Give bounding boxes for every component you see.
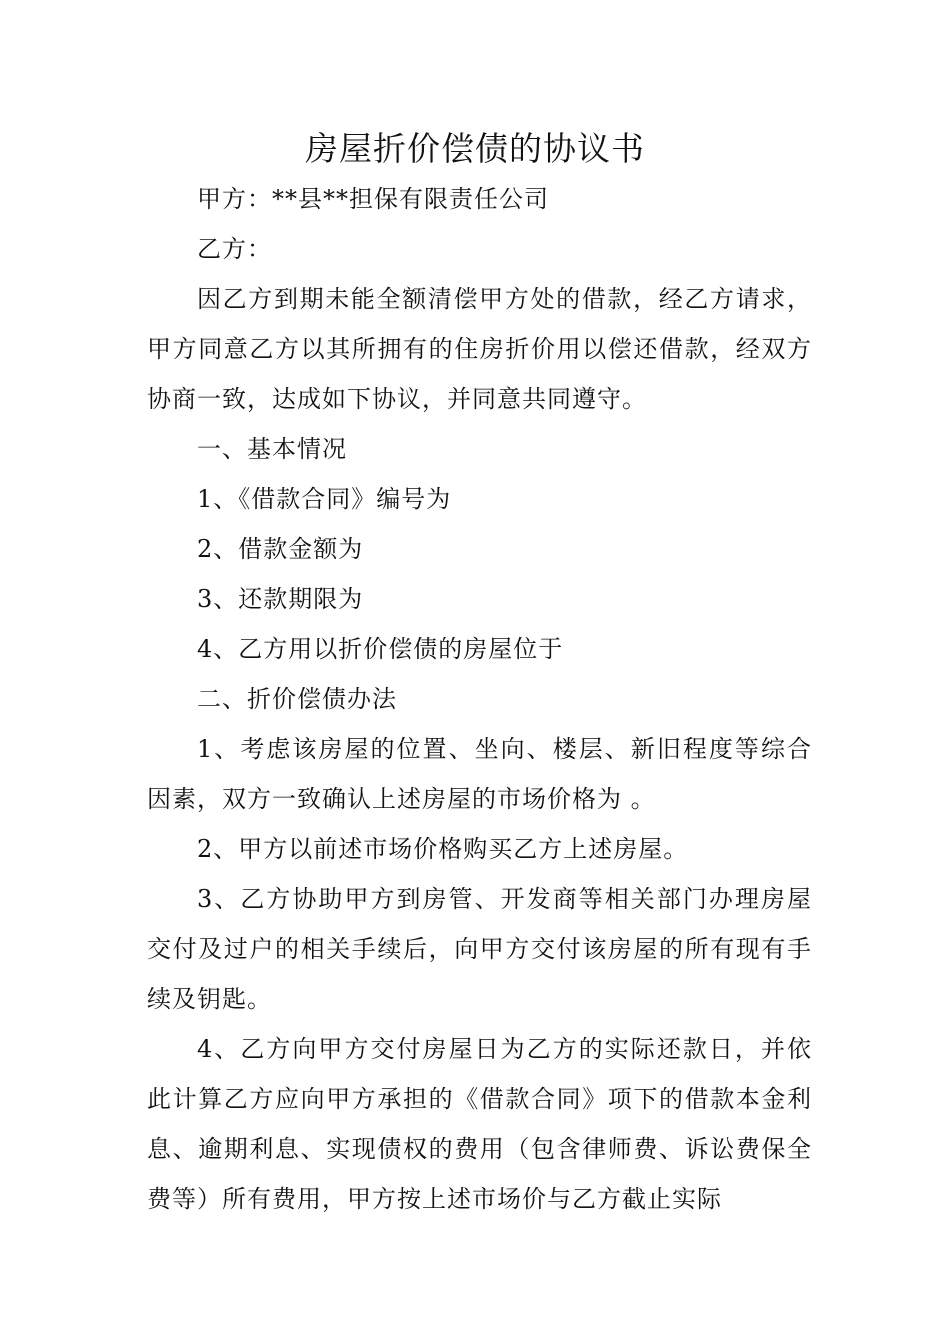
clause-2-1: 1、考虑该房屋的位置、坐向、楼层、新旧程度等综合因素，双方一致确认上述房屋的市场价格为 。	[147, 735, 812, 813]
section-heading-method: 二、折价偿债办法	[197, 685, 397, 713]
document-body	[147, 174, 812, 1224]
clause-1-4: 4、乙方用以折价偿债的房屋位于	[197, 635, 564, 663]
clause-1-3: 3、还款期限为	[197, 585, 364, 613]
document-title: 房屋折价偿债的协议书	[305, 129, 645, 168]
section-heading-basic-info: 一、基本情况	[197, 435, 347, 463]
preamble-paragraph: 因乙方到期未能全额清偿甲方处的借款，经乙方请求，甲方同意乙方以其所拥有的住房折价用以偿还借款，经双方协商一致，达成如下协议，并同意共同遵守。	[147, 285, 812, 413]
clause-1-2: 2、借款金额为	[197, 535, 364, 563]
clause-2-2: 2、甲方以前述市场价格购买乙方上述房屋。	[197, 835, 689, 863]
party-b-line: 乙方：	[197, 235, 272, 263]
clause-2-4: 4、乙方向甲方交付房屋日为乙方的实际还款日，并依此计算乙方应向甲方承担的《借款合同》项下的借款本金利息、逾期利息、实现债权的费用（包含律师费、诉讼费保全费等）所有费用，甲方按上述市场价与乙方截止实际	[147, 1035, 812, 1213]
party-a-line: 甲方：**县**担保有限责任公司	[197, 185, 549, 213]
clause-1-1: 1、《借款合同》编号为	[197, 485, 452, 513]
clause-2-3: 3、乙方协助甲方到房管、开发商等相关部门办理房屋交付及过户的相关手续后，向甲方交付该房屋的所有现有手续及钥匙。	[147, 885, 812, 1013]
